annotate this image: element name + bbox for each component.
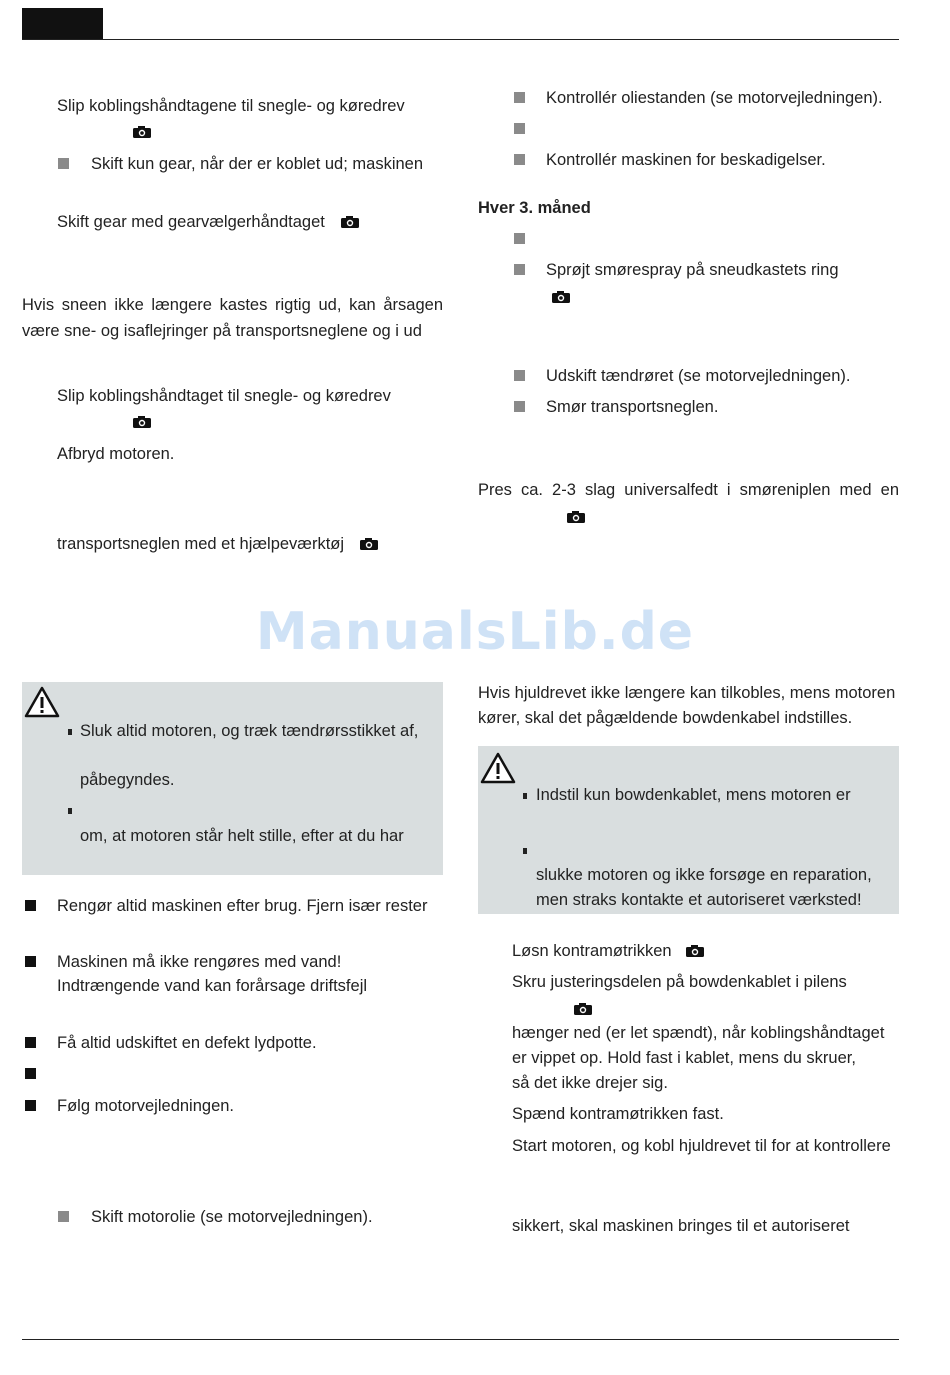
step-line: er vippet op. Hold fast i kablet, mens du skruer,: [512, 1049, 856, 1067]
header-black-block: [22, 8, 103, 40]
camera-icon: [573, 1002, 593, 1016]
warning-text: om, at motoren står helt stille, efter at du har: [80, 827, 404, 845]
warning-text: Indstil kun bowdenkablet, mens motoren er: [536, 786, 851, 804]
square-bullet-icon: [514, 154, 525, 165]
list-item: Indtrængende vand kan forårsage driftsfejl: [57, 977, 368, 995]
list-item: Følg motorvejledningen.: [57, 1097, 235, 1115]
bullet-icon: [523, 848, 527, 854]
square-bullet-icon: [514, 92, 525, 103]
instruction-line: Afbryd motoren.: [57, 445, 175, 463]
list-item: Skift motorolie (se motorvejledningen).: [91, 1208, 373, 1226]
check-item: Smør transportsneglen.: [546, 398, 719, 416]
instruction-line: Skift gear med gearvælgerhåndtaget: [57, 213, 325, 231]
warning-box: [478, 746, 899, 914]
step-line: så det ikke drejer sig.: [512, 1074, 668, 1092]
warning-text: Sluk altid motoren, og træk tændrørsstikket af,: [80, 722, 419, 740]
camera-icon: [685, 944, 705, 958]
watermark: ManualsLib.de: [255, 602, 695, 662]
square-bullet-icon: [25, 1037, 36, 1048]
step-line: Løsn kontramøtrikken: [512, 942, 672, 960]
section-heading: Hver 3. måned: [478, 199, 591, 217]
check-item: Sprøjt smørespray på sneudkastets ring: [546, 261, 839, 279]
warning-text: slukke motoren og ikke forsøge en reparation,: [536, 866, 872, 884]
square-bullet-icon: [58, 1211, 69, 1222]
square-bullet-icon: [514, 370, 525, 381]
camera-icon: [132, 125, 152, 139]
bullet-icon: [68, 808, 72, 814]
footer-rule: [22, 1339, 899, 1340]
bullet-icon: [68, 729, 72, 735]
instruction-line: Slip koblingshåndtagene til snegle- og køredrev: [57, 97, 405, 115]
step-line: Skru justeringsdelen på bowdenkablet i pilens: [512, 973, 847, 991]
warning-triangle-icon: [480, 752, 516, 784]
paragraph-line: Hvis sneen ikke længere kastes rigtig ud, kan årsagen: [22, 296, 443, 314]
instruction-line: Skift kun gear, når der er koblet ud; maskinen: [91, 155, 424, 173]
paragraph-line: Pres ca. 2-3 slag universalfedt i smøreniplen med en: [478, 481, 899, 499]
list-item: Rengør altid maskinen efter brug. Fjern især rester: [57, 897, 428, 915]
step-line: Start motoren, og kobl hjuldrevet til for at kontrollere: [512, 1137, 891, 1155]
square-bullet-icon: [514, 233, 525, 244]
instruction-line: Slip koblingshåndtaget til snegle- og køredrev: [57, 387, 391, 405]
square-bullet-icon: [514, 401, 525, 412]
step-line: Spænd kontramøtrikken fast.: [512, 1105, 724, 1123]
list-item: Få altid udskiftet en defekt lydpotte.: [57, 1034, 317, 1052]
check-item: Udskift tændrøret (se motorvejledningen).: [546, 367, 851, 385]
square-bullet-icon: [25, 956, 36, 967]
square-bullet-icon: [25, 900, 36, 911]
square-bullet-icon: [514, 123, 525, 134]
step-line: sikkert, skal maskinen bringes til et autoriseret: [512, 1217, 850, 1235]
warning-triangle-icon: [24, 686, 60, 718]
step-line: hænger ned (er let spændt), når koblingshåndtaget: [512, 1024, 885, 1042]
check-item: Kontrollér maskinen for beskadigelser.: [546, 151, 826, 169]
paragraph-line: være sne- og isaflejringer på transportsneglene og i ud: [22, 322, 422, 340]
square-bullet-icon: [514, 264, 525, 275]
warning-text: men straks kontakte et autoriseret værksted!: [536, 891, 862, 909]
paragraph-line: Hvis hjuldrevet ikke længere kan tilkobles, mens motoren: [478, 684, 896, 702]
camera-icon: [359, 537, 379, 551]
paragraph-line: kører, skal det pågældende bowdenkabel indstilles.: [478, 709, 853, 727]
square-bullet-icon: [25, 1100, 36, 1111]
camera-icon: [566, 510, 586, 524]
warning-text: påbegyndes.: [80, 771, 175, 789]
check-item: Kontrollér oliestanden (se motorvejledningen).: [546, 89, 883, 107]
bullet-icon: [523, 793, 527, 799]
camera-icon: [340, 215, 360, 229]
camera-icon: [132, 415, 152, 429]
square-bullet-icon: [25, 1068, 36, 1079]
list-item: Maskinen må ikke rengøres med vand!: [57, 953, 342, 971]
header-rule: [22, 39, 899, 40]
camera-icon: [551, 290, 571, 304]
instruction-line: transportsneglen med et hjælpeværktøj: [57, 535, 345, 553]
square-bullet-icon: [58, 158, 69, 169]
